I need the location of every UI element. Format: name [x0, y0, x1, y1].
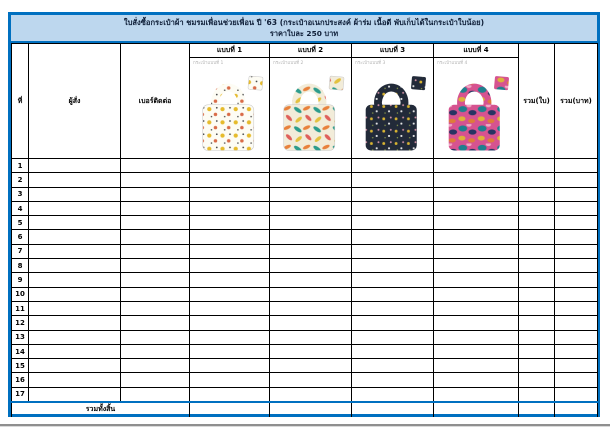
- row-number-cell: 15: [12, 359, 29, 373]
- design-1-qty-cell: [190, 273, 270, 287]
- total-baht-cell: [555, 316, 598, 330]
- design-1-qty-cell: [190, 201, 270, 215]
- contact-cell: [121, 187, 190, 201]
- contact-cell: [121, 359, 190, 373]
- design-3-qty-cell: [352, 316, 434, 330]
- design-1-qty-cell: [190, 330, 270, 344]
- total-baht-cell: [555, 344, 598, 358]
- design-4-qty-cell: [434, 301, 519, 315]
- design-2-qty-cell: [270, 344, 352, 358]
- col-header-total-baht: รวม(บาท): [555, 44, 598, 159]
- form-header: [11, 15, 597, 43]
- design-1-qty-cell: [190, 230, 270, 244]
- table-row: [12, 301, 598, 315]
- total-pieces-cell: [519, 344, 555, 358]
- table-row: [12, 330, 598, 344]
- total-baht-cell: [555, 301, 598, 315]
- design-3-qty-cell: [352, 244, 434, 258]
- order-form: [8, 12, 600, 417]
- orderer-cell: [29, 287, 121, 301]
- design-1-qty-cell: [190, 344, 270, 358]
- design-4-qty-cell: [434, 316, 519, 330]
- design-4-qty-cell: [434, 273, 519, 287]
- total-pieces-cell: [519, 159, 555, 173]
- table-row: [12, 201, 598, 215]
- orderer-cell: [29, 259, 121, 273]
- orderer-cell: [29, 159, 121, 173]
- grand-total-design-2-cell: [270, 402, 352, 417]
- table-row: [12, 373, 598, 387]
- design-1-qty-cell: [190, 187, 270, 201]
- orderer-cell: [29, 344, 121, 358]
- page-edge-line: [0, 424, 610, 427]
- design-4-qty-cell: [434, 244, 519, 258]
- table-row: [12, 187, 598, 201]
- bag-design-2-image: [274, 64, 348, 156]
- row-number-cell: 7: [12, 244, 29, 258]
- contact-cell: [121, 244, 190, 258]
- design-4-qty-cell: [434, 287, 519, 301]
- grand-total-design-3-cell: [352, 402, 434, 417]
- price-per-bag: ราคาใบละ 250 บาท: [269, 29, 339, 38]
- design-3-qty-cell: [352, 373, 434, 387]
- table-row: [12, 259, 598, 273]
- total-baht-cell: [555, 287, 598, 301]
- grand-total-baht-cell: [555, 402, 598, 417]
- design-1-qty-cell: [190, 316, 270, 330]
- total-baht-cell: [555, 201, 598, 215]
- total-pieces-cell: [519, 173, 555, 187]
- design-1-qty-cell: [190, 244, 270, 258]
- total-pieces-cell: [519, 273, 555, 287]
- order-table: [11, 43, 598, 417]
- orderer-cell: [29, 301, 121, 315]
- design-2-qty-cell: [270, 287, 352, 301]
- total-baht-cell: [555, 244, 598, 258]
- contact-cell: [121, 316, 190, 330]
- design-2-qty-cell: [270, 373, 352, 387]
- design-2-qty-cell: [270, 330, 352, 344]
- design-1-qty-cell: [190, 173, 270, 187]
- design-2-qty-cell: [270, 359, 352, 373]
- design-4-caption: กระเป๋าแบบที่ 4: [437, 61, 468, 66]
- design-2-qty-cell: [270, 259, 352, 273]
- total-pieces-cell: [519, 301, 555, 315]
- orderer-cell: [29, 373, 121, 387]
- design-2-qty-cell: [270, 244, 352, 258]
- total-pieces-cell: [519, 259, 555, 273]
- design-4-qty-cell: [434, 187, 519, 201]
- design-3-qty-cell: [352, 173, 434, 187]
- table-row: [12, 273, 598, 287]
- total-baht-cell: [555, 173, 598, 187]
- row-number-cell: 5: [12, 216, 29, 230]
- total-pieces-cell: [519, 330, 555, 344]
- design-4-qty-cell: [434, 344, 519, 358]
- design-2-qty-cell: [270, 387, 352, 401]
- total-baht-cell: [555, 230, 598, 244]
- total-baht-cell: [555, 373, 598, 387]
- row-number-cell: 4: [12, 201, 29, 215]
- table-row: [12, 359, 598, 373]
- grand-total-pieces-cell: [519, 402, 555, 417]
- design-1-image-cell: [190, 58, 270, 159]
- table-row: [12, 230, 598, 244]
- design-3-qty-cell: [352, 330, 434, 344]
- orderer-cell: [29, 216, 121, 230]
- design-2-qty-cell: [270, 273, 352, 287]
- row-number-cell: 13: [12, 330, 29, 344]
- contact-cell: [121, 216, 190, 230]
- total-pieces-cell: [519, 201, 555, 215]
- bag-design-1-image: [193, 64, 267, 156]
- orderer-cell: [29, 244, 121, 258]
- design-3-qty-cell: [352, 359, 434, 373]
- design-1-qty-cell: [190, 301, 270, 315]
- row-number-cell: 10: [12, 287, 29, 301]
- design-2-qty-cell: [270, 187, 352, 201]
- form-title: ใบสั่งซื้อกระเป๋าผ้า ชมรมเพื่อนช่วยเพื่อน ปี '63 (กระเป๋าอเนกประสงค์ ผ้าร่ม เนื้อดี พับเก็บได้ในกระเป๋าใบน้อย): [123, 18, 485, 27]
- design-1-qty-cell: [190, 387, 270, 401]
- table-row: [12, 216, 598, 230]
- design-4-qty-cell: [434, 359, 519, 373]
- design-1-qty-cell: [190, 373, 270, 387]
- total-baht-cell: [555, 273, 598, 287]
- total-baht-cell: [555, 159, 598, 173]
- contact-cell: [121, 273, 190, 287]
- row-number-cell: 17: [12, 387, 29, 401]
- design-1-qty-cell: [190, 287, 270, 301]
- orderer-cell: [29, 230, 121, 244]
- col-header-total-pieces: รวม(ใบ): [519, 44, 555, 159]
- table-row: [12, 159, 598, 173]
- design-4-image-cell: [434, 58, 519, 159]
- row-number-cell: 12: [12, 316, 29, 330]
- row-number-cell: 9: [12, 273, 29, 287]
- total-pieces-cell: [519, 316, 555, 330]
- contact-cell: [121, 259, 190, 273]
- design-4-qty-cell: [434, 216, 519, 230]
- design-2-qty-cell: [270, 301, 352, 315]
- design-3-qty-cell: [352, 287, 434, 301]
- table-row: [12, 387, 598, 401]
- design-2-qty-cell: [270, 216, 352, 230]
- total-pieces-cell: [519, 244, 555, 258]
- orderer-cell: [29, 387, 121, 401]
- orderer-cell: [29, 316, 121, 330]
- total-baht-cell: [555, 216, 598, 230]
- bag-design-4-image: [439, 64, 513, 156]
- orderer-cell: [29, 330, 121, 344]
- contact-cell: [121, 173, 190, 187]
- design-4-qty-cell: [434, 259, 519, 273]
- row-number-cell: 6: [12, 230, 29, 244]
- design-1-caption: กระเป๋าแบบที่ 1: [193, 61, 224, 66]
- grand-total-design-4-cell: [434, 402, 519, 417]
- design-3-qty-cell: [352, 201, 434, 215]
- contact-cell: [121, 330, 190, 344]
- contact-cell: [121, 373, 190, 387]
- total-pieces-cell: [519, 216, 555, 230]
- design-2-caption: กระเป๋าแบบที่ 2: [273, 61, 304, 66]
- table-row: [12, 244, 598, 258]
- design-1-qty-cell: [190, 216, 270, 230]
- total-pieces-cell: [519, 387, 555, 401]
- col-header-design-4: แบบที่ 4: [434, 44, 519, 58]
- design-3-qty-cell: [352, 259, 434, 273]
- row-number-cell: 1: [12, 159, 29, 173]
- table-row: [12, 287, 598, 301]
- row-number-cell: 11: [12, 301, 29, 315]
- total-baht-cell: [555, 359, 598, 373]
- design-3-qty-cell: [352, 230, 434, 244]
- grand-total-design-1-cell: [190, 402, 270, 417]
- design-2-qty-cell: [270, 159, 352, 173]
- design-3-qty-cell: [352, 273, 434, 287]
- orderer-cell: [29, 173, 121, 187]
- col-header-design-1: แบบที่ 1: [190, 44, 270, 58]
- design-4-qty-cell: [434, 159, 519, 173]
- orderer-cell: [29, 273, 121, 287]
- bag-design-3-image: [356, 64, 430, 156]
- col-header-orderer: ผู้สั่ง: [29, 44, 121, 159]
- design-4-qty-cell: [434, 330, 519, 344]
- design-3-qty-cell: [352, 216, 434, 230]
- total-baht-cell: [555, 330, 598, 344]
- order-rows: [12, 159, 598, 402]
- contact-cell: [121, 344, 190, 358]
- total-pieces-cell: [519, 187, 555, 201]
- design-4-qty-cell: [434, 387, 519, 401]
- total-pieces-cell: [519, 373, 555, 387]
- design-4-qty-cell: [434, 230, 519, 244]
- contact-cell: [121, 301, 190, 315]
- total-baht-cell: [555, 187, 598, 201]
- row-number-cell: 16: [12, 373, 29, 387]
- design-2-qty-cell: [270, 201, 352, 215]
- design-3-qty-cell: [352, 159, 434, 173]
- orderer-cell: [29, 359, 121, 373]
- design-2-qty-cell: [270, 230, 352, 244]
- row-number-cell: 8: [12, 259, 29, 273]
- design-3-qty-cell: [352, 344, 434, 358]
- design-1-qty-cell: [190, 259, 270, 273]
- col-header-contact: เบอร์ติดต่อ: [121, 44, 190, 159]
- col-header-design-2: แบบที่ 2: [270, 44, 352, 58]
- contact-cell: [121, 230, 190, 244]
- col-header-no: ที่: [12, 44, 29, 159]
- table-row: [12, 344, 598, 358]
- design-2-qty-cell: [270, 173, 352, 187]
- row-number-cell: 2: [12, 173, 29, 187]
- grand-total-label: รวมทั้งสิ้น: [12, 402, 190, 417]
- contact-cell: [121, 287, 190, 301]
- design-3-qty-cell: [352, 387, 434, 401]
- design-1-qty-cell: [190, 359, 270, 373]
- orderer-cell: [29, 187, 121, 201]
- table-row: [12, 173, 598, 187]
- design-3-qty-cell: [352, 187, 434, 201]
- total-pieces-cell: [519, 230, 555, 244]
- total-baht-cell: [555, 387, 598, 401]
- design-2-qty-cell: [270, 316, 352, 330]
- design-3-caption: กระเป๋าแบบที่ 3: [355, 61, 386, 66]
- design-4-qty-cell: [434, 173, 519, 187]
- orderer-cell: [29, 201, 121, 215]
- total-baht-cell: [555, 259, 598, 273]
- row-number-cell: 14: [12, 344, 29, 358]
- grand-total-row: [12, 402, 598, 417]
- table-row: [12, 316, 598, 330]
- design-4-qty-cell: [434, 201, 519, 215]
- design-4-qty-cell: [434, 373, 519, 387]
- col-header-design-3: แบบที่ 3: [352, 44, 434, 58]
- design-3-image-cell: [352, 58, 434, 159]
- row-number-cell: 3: [12, 187, 29, 201]
- contact-cell: [121, 159, 190, 173]
- contact-cell: [121, 201, 190, 215]
- contact-cell: [121, 387, 190, 401]
- total-pieces-cell: [519, 287, 555, 301]
- design-1-qty-cell: [190, 159, 270, 173]
- design-3-qty-cell: [352, 301, 434, 315]
- total-pieces-cell: [519, 359, 555, 373]
- design-2-image-cell: [270, 58, 352, 159]
